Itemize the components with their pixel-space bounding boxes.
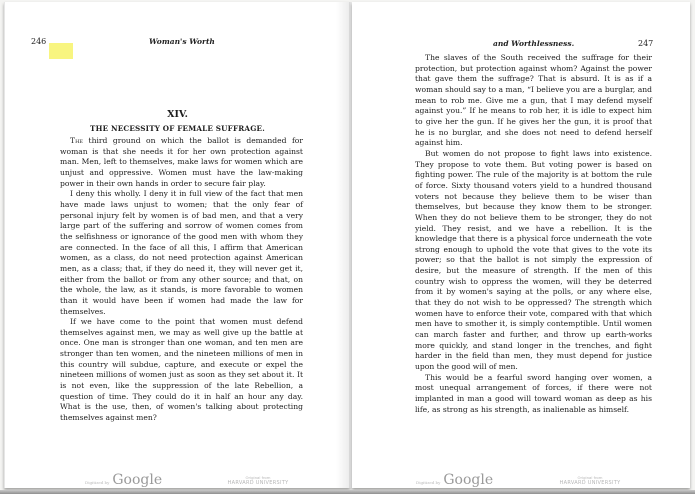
digitized-by-label: Digitized by — [85, 480, 110, 485]
institution-label: HARVARD UNIVERSITY — [227, 480, 289, 486]
source-attribution — [550, 475, 630, 486]
google-logo: Google — [443, 472, 494, 488]
running-title: and Worthlessness. — [493, 39, 575, 48]
google-attribution — [85, 472, 162, 488]
source-attribution — [218, 475, 298, 486]
original-from-label: Original from — [245, 475, 271, 480]
page-number: 247 — [638, 39, 654, 48]
chapter-title: THE NECESSITY OF FEMALE SUFFRAGE. — [90, 124, 265, 133]
google-attribution — [416, 472, 493, 488]
chapter-number: XIV. — [167, 109, 188, 120]
viewer-bottom-edge — [0, 490, 695, 494]
paragraph: The slaves of the South received the suffrage for their protection, but protection against whom? Against the power that gave them the suffrage? That is absurd. It is as if a woman should say to a man, “I believe you are a burglar, and mean to rob me. Give me a gun, that I may defend myself against you.” If he means to rob her, it is idle to expect him to give her the gun. If he gives her the gun, it is proof that he is no burglar, and she does not need to defend herself against him. — [415, 53, 652, 148]
body-text — [415, 53, 652, 415]
digitized-by-label: Digitized by — [416, 480, 441, 485]
right-page — [352, 2, 690, 488]
running-title: Woman's Worth — [149, 37, 215, 46]
drop-word: The — [70, 136, 84, 145]
body-text — [60, 136, 303, 424]
paragraph: This would be a fearful sword hanging over women, a most unequal arrangement of forces, if there were not implanted in man a good will toward woman as deep as his life, as strong as his strength, as inalienable as himself. — [415, 372, 652, 414]
paragraph: I deny this wholly. I deny it in full view of the fact that men have made laws unjust to women; that the only fear of personal injury felt by women is of bad men, and that a very large part of the suffering and sorrow of women comes from the selfishness or ignorance of the good men with whom they are connected. In the face of all this, I affirm that American women, as a class, do not need protection against American men, as a class; that, if they do need it, they will never get it, either from the ballot or from any other source; and that, on the whole, the law, as it stands, is more favorable to women than it would have been if women had made the law for themselves. — [60, 189, 303, 316]
gutter-shadow — [336, 2, 350, 488]
original-from-label: Original from — [577, 475, 603, 480]
institution-label: HARVARD UNIVERSITY — [559, 480, 621, 486]
paragraph: But women do not propose to fight laws into existence. They propose to vote them. But voting power is based on fighting power. The rule of the majority is at bottom the rule of force. Sixty thousand voters yield to a hundred thousand voters not because they believe them to be wiser than themselves, but because they know them to be stronger. When they do not believe them to be stronger, they do not yield. They resist, and we have a rebellion. It is the knowledge that there is a physical force underneath the vote strong enough to uphold the vote that gives to the vote its power; so that the ballot is not simply the expression of desire, but the measure of strength. If the men of this country wish to oppress the women, will they be deterred from it by women's saying at the polls, or any where else, that they do not wish to be oppressed? The strength which women have to enforce their vote, compared with that which men have to smother it, is simply contemptible. Until women can march faster and further, and throw up earth-works more quickly, and stand longer in the trenches, and fight harder in the field than men, they must depend for justice upon the good will of men. — [415, 148, 652, 372]
text-highlight[interactable] — [49, 43, 73, 59]
page-number: 246 — [31, 37, 47, 46]
paragraph: If we have come to the point that women must defend themselves against men, we may as well give up the battle at once. One man is stronger than one woman, and ten men are stronger than ten women, and the nineteen millions of men in this country will subdue, capture, and execute or expel the nineteen millions of women just as soon as they set about it. It is not even, like the suppression of the late Rebellion, a question of time. They could do it in half an hour any day. What is the use, then, of women's talking about protecting themselves against men? — [60, 317, 303, 423]
left-page — [4, 2, 350, 488]
paragraph: The third ground on which the ballot is demanded for woman is that she needs it for her own protection against man. Men, left to themselves, make laws for women which are unjust and oppressive. Women must have the law-making power in their own hands in order to secure fair play. — [60, 136, 303, 188]
google-logo: Google — [112, 472, 163, 488]
